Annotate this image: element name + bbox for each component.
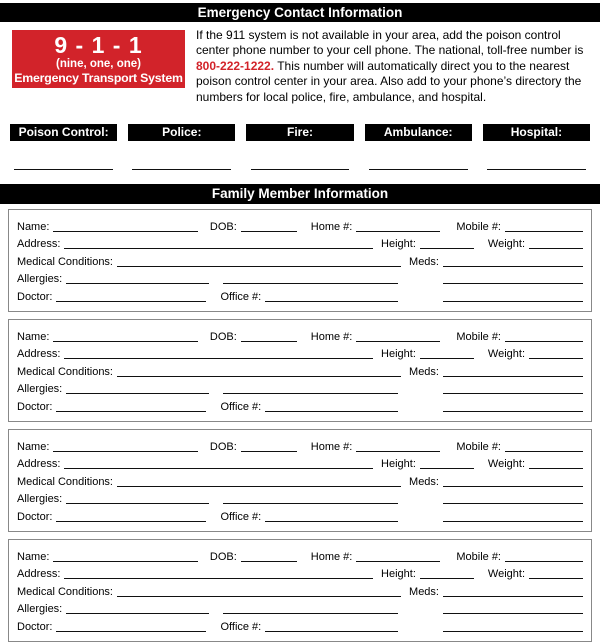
height-blank-line <box>420 248 474 249</box>
contact-label-fire: Fire: <box>246 124 353 141</box>
name-blank-line <box>53 451 197 452</box>
mobile-phone-blank-line <box>505 451 583 452</box>
doctor-label: Doctor: <box>17 510 53 523</box>
address-label: Address: <box>17 348 61 361</box>
doctor-blank-line <box>56 631 206 632</box>
office-phone-blank-line <box>265 411 398 412</box>
medical-conditions-label: Medical Conditions: <box>17 255 113 268</box>
weight-label: Weight: <box>487 568 525 581</box>
meds-label: Meds: <box>409 475 439 488</box>
address-label: Address: <box>17 458 61 471</box>
dob-blank-line <box>241 231 297 232</box>
address-blank-line <box>64 468 373 469</box>
allergies-label: Allergies: <box>17 493 63 506</box>
meds-label: Meds: <box>409 585 439 598</box>
office-phone-label: Office #: <box>220 400 262 413</box>
name-label: Name: <box>17 550 50 563</box>
contact-line-slot <box>246 169 353 170</box>
dob-label: DOB: <box>209 550 237 563</box>
family-member-block <box>8 319 592 422</box>
allergies-blank-line <box>66 393 209 394</box>
ambulance-blank-line <box>369 169 468 170</box>
height-label: Height: <box>381 568 416 581</box>
family-member-block <box>8 209 592 312</box>
mobile-phone-label: Mobile #: <box>456 220 501 233</box>
weight-label: Weight: <box>487 348 525 361</box>
police-blank-line <box>132 169 231 170</box>
contact-label-ambulance: Ambulance: <box>365 124 472 141</box>
allergies-continuation-line <box>223 283 398 284</box>
medical-conditions-label: Medical Conditions: <box>17 365 113 378</box>
name-blank-line <box>53 231 197 232</box>
name-label: Name: <box>17 330 50 343</box>
emergency-info-section <box>12 30 588 105</box>
medical-conditions-blank-line <box>117 486 401 487</box>
address-blank-line <box>64 578 373 579</box>
paragraph-text-after: This number will automatically direct you to the nearest poison control center in your area. Also add to your phone’s directory the numbers for local police, fire, ambulance, and hospital. <box>196 58 582 104</box>
meds-blank-line <box>443 596 583 597</box>
weight-blank-line <box>529 358 583 359</box>
doctor-label: Doctor: <box>17 291 53 303</box>
mobile-phone-blank-line <box>505 341 583 342</box>
allergies-blank-line <box>66 613 209 614</box>
emergency-911-box <box>12 30 185 88</box>
allergies-continuation-line <box>223 503 398 504</box>
weight-label: Weight: <box>487 458 525 471</box>
medical-conditions-row <box>17 471 583 489</box>
name-label: Name: <box>17 220 50 233</box>
height-label: Height: <box>381 348 416 361</box>
doctor-blank-line <box>56 521 206 522</box>
address-blank-line <box>64 248 373 249</box>
family-section-title: Family Member Information <box>0 184 600 204</box>
contact-line-slot <box>365 169 472 170</box>
home-phone-blank-line <box>356 231 440 232</box>
emergency-number: 9 - 1 - 1 <box>54 32 143 58</box>
meds-blank-line <box>443 486 583 487</box>
medical-conditions-row <box>17 581 583 599</box>
allergies-blank-line <box>66 283 209 284</box>
meds-continuation-line <box>443 613 583 614</box>
mobile-phone-blank-line <box>505 231 583 232</box>
address-row <box>17 454 583 472</box>
dob-label: DOB: <box>209 330 237 343</box>
meds-label: Meds: <box>409 365 439 378</box>
doctor-blank-line <box>56 411 206 412</box>
meds-continuation-line-2 <box>443 631 583 632</box>
allergies-blank-line <box>66 503 209 504</box>
family-member-block <box>8 539 592 642</box>
contact-labels-row <box>10 124 590 141</box>
medical-conditions-blank-line <box>117 376 401 377</box>
emergency-transport-label: Emergency Transport System <box>14 71 183 85</box>
home-phone-label: Home #: <box>310 550 353 563</box>
address-row <box>17 234 583 252</box>
page-title: Emergency Contact Information <box>0 3 600 22</box>
contact-line-slot <box>483 169 590 170</box>
family-blocks-container <box>8 209 592 642</box>
dob-label: DOB: <box>209 440 237 453</box>
allergies-row <box>17 269 583 287</box>
weight-blank-line <box>529 248 583 249</box>
mobile-phone-label: Mobile #: <box>456 330 501 343</box>
office-phone-blank-line <box>265 631 398 632</box>
medical-conditions-row <box>17 361 583 379</box>
doctor-label: Doctor: <box>17 400 53 413</box>
weight-label: Weight: <box>487 238 525 251</box>
height-blank-line <box>420 578 474 579</box>
doctor-row <box>17 616 583 634</box>
address-label: Address: <box>17 568 61 581</box>
meds-continuation-line <box>443 503 583 504</box>
home-phone-blank-line <box>356 561 440 562</box>
mobile-phone-label: Mobile #: <box>456 550 501 563</box>
doctor-blank-line <box>56 301 206 302</box>
name-label: Name: <box>17 440 50 453</box>
weight-blank-line <box>529 468 583 469</box>
name-row <box>17 546 583 564</box>
medical-conditions-blank-line <box>117 596 401 597</box>
meds-continuation-line-2 <box>443 301 583 302</box>
name-row <box>17 326 583 344</box>
doctor-row <box>17 506 583 524</box>
height-label: Height: <box>381 458 416 471</box>
height-blank-line <box>420 358 474 359</box>
contact-label-police: Police: <box>128 124 235 141</box>
allergies-continuation-line <box>223 613 398 614</box>
office-phone-label: Office #: <box>220 620 262 633</box>
allergies-label: Allergies: <box>17 603 63 616</box>
allergies-label: Allergies: <box>17 273 63 286</box>
fire-blank-line <box>251 169 350 170</box>
meds-continuation-line <box>443 393 583 394</box>
doctor-row <box>17 396 583 414</box>
doctor-label: Doctor: <box>17 620 53 633</box>
poison-phone-number: 800-222-1222. <box>196 58 275 73</box>
meds-continuation-line-2 <box>443 411 583 412</box>
office-phone-blank-line <box>265 301 398 302</box>
name-row <box>17 436 583 454</box>
office-phone-label: Office #: <box>220 510 262 523</box>
contact-blank-lines-row <box>10 169 590 170</box>
medical-conditions-row <box>17 251 583 269</box>
mobile-phone-label: Mobile #: <box>456 440 501 453</box>
home-phone-blank-line <box>356 451 440 452</box>
address-label: Address: <box>17 238 61 251</box>
allergies-row <box>17 489 583 507</box>
office-phone-blank-line <box>265 521 398 522</box>
contact-label-hospital: Hospital: <box>483 124 590 141</box>
poison-control-blank-line <box>14 169 113 170</box>
height-blank-line <box>420 468 474 469</box>
paragraph-text-before: If the 911 system is not available in your area, add the poison control center phone number to your cell phone. The national, toll-free number is <box>196 28 584 58</box>
dob-blank-line <box>241 451 297 452</box>
home-phone-label: Home #: <box>310 220 353 233</box>
dob-blank-line <box>241 561 297 562</box>
allergies-row <box>17 599 583 617</box>
doctor-row <box>17 286 583 304</box>
contact-line-slot <box>10 169 117 170</box>
name-row <box>17 216 583 234</box>
emergency-number-words: (nine, one, one) <box>56 58 141 70</box>
meds-blank-line <box>443 376 583 377</box>
contact-label-poison-control: Poison Control: <box>10 124 117 141</box>
meds-label: Meds: <box>409 255 439 268</box>
hospital-blank-line <box>487 169 586 170</box>
weight-blank-line <box>529 578 583 579</box>
meds-continuation-line-2 <box>443 521 583 522</box>
home-phone-label: Home #: <box>310 440 353 453</box>
allergies-row <box>17 379 583 397</box>
office-phone-label: Office #: <box>220 291 262 303</box>
address-row <box>17 344 583 362</box>
dob-label: DOB: <box>209 220 237 233</box>
address-row <box>17 564 583 582</box>
name-blank-line <box>53 561 197 562</box>
poison-control-paragraph <box>196 28 588 105</box>
meds-continuation-line <box>443 283 583 284</box>
name-blank-line <box>53 341 197 342</box>
medical-conditions-label: Medical Conditions: <box>17 475 113 488</box>
allergies-label: Allergies: <box>17 383 63 396</box>
home-phone-blank-line <box>356 341 440 342</box>
address-blank-line <box>64 358 373 359</box>
mobile-phone-blank-line <box>505 561 583 562</box>
height-label: Height: <box>381 238 416 251</box>
meds-blank-line <box>443 266 583 267</box>
medical-conditions-blank-line <box>117 266 401 267</box>
contact-line-slot <box>128 169 235 170</box>
family-member-block <box>8 429 592 532</box>
allergies-continuation-line <box>223 393 398 394</box>
medical-conditions-label: Medical Conditions: <box>17 585 113 598</box>
dob-blank-line <box>241 341 297 342</box>
home-phone-label: Home #: <box>310 330 353 343</box>
